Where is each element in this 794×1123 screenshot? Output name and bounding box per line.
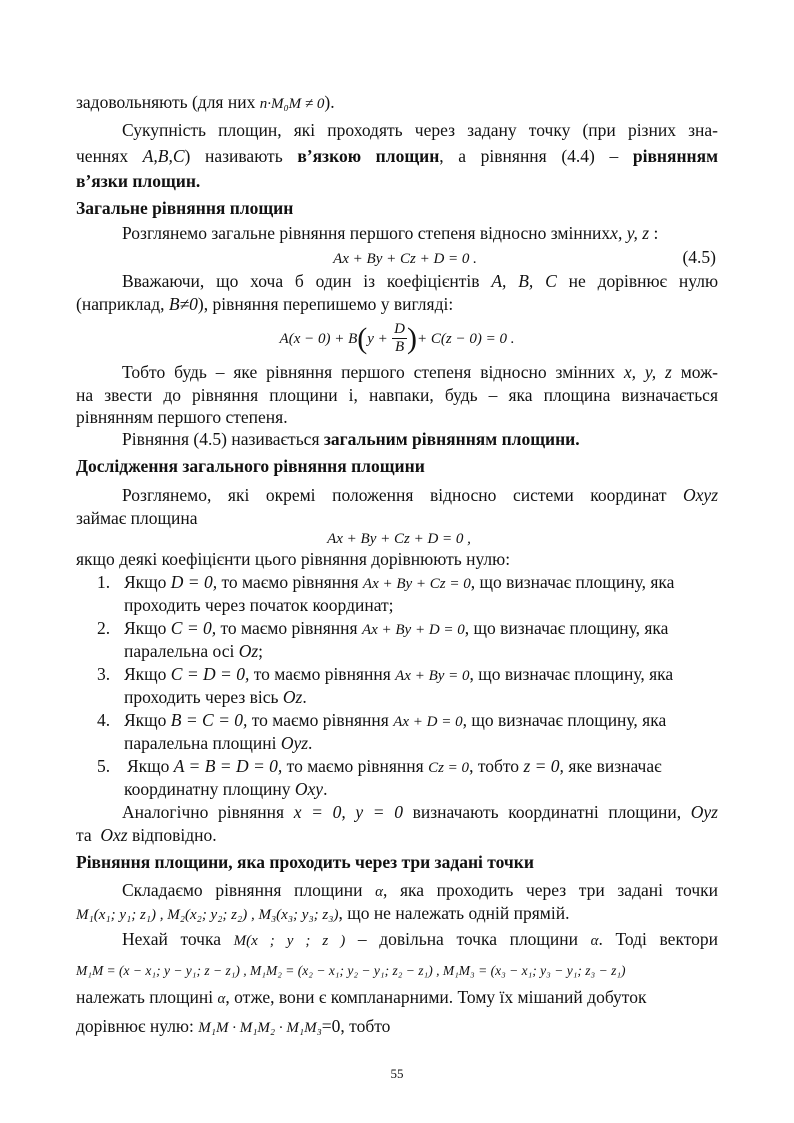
text: x = 0, y = 0 [293,802,403,822]
vectors-formula: M₁M = (x − x₁; y − y₁; z − z₁) , M₁M₂ = (x₂ − x₁; y₂ − y₁; z₂ − z₁) , M₁M₃ = (x₃ − x₁; y₃ − y₁; z₃ − z₁) [76,963,626,978]
paragraph-line [122,801,718,824]
text: C = 0, [170,618,217,638]
text: A = B = D = 0, [173,756,283,776]
equation-text: Ax + D = 0 [393,714,463,730]
text: Аналогічно рівняння [122,802,285,822]
equation-text: Ax + By = 0 [395,668,470,684]
list-number: 5. [97,756,111,776]
text: . [323,779,328,799]
text: , тобто [469,756,520,776]
text: то маємо рівняння [221,572,359,592]
text: то маємо рівняння [286,756,424,776]
paragraph-line [76,1015,718,1040]
text: ; [258,641,264,661]
text: ченнях [76,146,129,166]
list-item-line [124,709,718,734]
paragraph-line [122,484,718,507]
numerator: D [394,321,405,338]
text: C = D = 0, [170,664,250,684]
equation-text: Ax + By + D = 0 [361,622,465,638]
point-formula: M(x ; y ; z ) [233,933,346,949]
text: ), рівняння перепишемо у вигляді: [197,294,454,314]
list-number: 2. [97,618,111,638]
list-item-line [124,732,718,755]
equation [0,246,794,271]
equation-text: Ax + By + Cz + D = 0 , [327,531,471,547]
equation-text: Ax + By + Cz + D = 0 . [333,251,477,267]
text: x, y, z [610,223,650,243]
text: , а рівняння (4.4) – [439,146,619,166]
vector-condition: n·M₀M ≠ 0 [259,96,325,112]
text: Нехай точка [122,929,221,949]
section-heading: Дослідження загального рівняння площини [76,456,425,476]
list-number: 4. [97,710,111,730]
text: то маємо рівняння [251,710,389,730]
equation-text: y + [367,331,388,347]
text: та [76,825,92,845]
paragraph-line [76,902,718,927]
text: Сукупність площин, які проходять через задану точку (при різних зна- [122,120,718,140]
text: паралельна осі [124,641,235,661]
list-item-line [124,640,718,663]
equation-text: A(x − 0) + B [279,331,358,347]
points-formula: M₁(x₁; y₁; z₁) , M₂(x₂; y₂; z₂) , M₃(x₃; y₃; z₃) [76,907,339,923]
text-line [76,91,718,116]
section-heading: Загальне рівняння площин [76,198,294,218]
text: , отже, вони є компланарними. Тому їх мішаний добуток [225,987,647,1007]
paragraph-line: рівнянням першого степеня. [76,407,288,427]
text: належать площині [76,987,214,1007]
text: відповідно. [131,825,217,845]
list-item-line [124,663,718,688]
text: Розглянемо загальне рівняння першого степеня відносно змінних [122,223,611,243]
equation [0,315,794,359]
text: A, B, C [491,271,557,291]
paren-close: ) [407,321,417,355]
fraction [392,321,407,356]
equation-number: (4.5) [682,247,716,267]
paragraph-line [76,986,718,1011]
section-heading: Рівняння площини, яка проходить через три задані точки [76,852,534,872]
text: яке визначає [568,756,662,776]
equation-text: + C(z − 0) = 0 . [417,331,515,347]
term: загальним рівнянням площини. [323,429,580,449]
paragraph-line [76,293,718,316]
list-item-line: проходить через початок координат; [124,595,394,615]
text: , що визначає площину, яка [470,572,675,592]
text: Якщо [124,618,167,638]
text: ) називають [184,146,283,166]
text: (наприклад, [76,294,165,314]
text: Oxz [100,825,128,845]
text: визначають координатні площини, [412,802,682,822]
text: проходить через вісь [124,687,279,707]
text: Oz [282,687,303,707]
paragraph-line [76,145,718,168]
text: мож- [680,362,718,382]
alpha-symbol: α [590,933,599,949]
text: Якщо [124,572,167,592]
text: то маємо рівняння [253,664,391,684]
list-item-line [127,755,718,780]
term: в’язкою площин [297,146,440,166]
mixed-product-formula: M₁M · M₁M₂ · M₁M₃ [198,1020,322,1036]
text: : [649,223,659,243]
list-item-line [124,617,718,642]
text: Oz [238,641,259,661]
text: , що визначає площину, яка [464,618,669,638]
paragraph-line [76,824,718,847]
paragraph-line [122,119,718,142]
text: Рівняння (4.5) називається [122,429,320,449]
paragraph-line [122,222,718,245]
text: Якщо [124,710,167,730]
vectors-formula-line [76,958,718,982]
text: z = 0, [523,756,564,776]
paragraph-line [76,170,718,193]
text: Oxy [294,779,324,799]
list-number: 3. [97,664,111,684]
equation-text: Cz = 0 [428,760,470,776]
text: B = C = 0, [170,710,248,730]
list-item-line [124,778,718,801]
text: , яка проходить через три задані точки [382,880,718,900]
paragraph-line: займає площина [76,508,198,528]
paragraph-line: якщо деякі коефіцієнти цього рівняння дорівнюють нулю: [76,549,511,569]
list-number: 1. [97,572,111,592]
text: задовольняють (для них [76,92,256,112]
text: D = 0, [170,572,218,592]
text: Вважаючи, що хоча б один із коефіцієнтів [122,271,480,291]
text: . [308,733,313,753]
text: =0, тобто [321,1016,391,1036]
text: , що визначає площину, яка [462,710,667,730]
denominator: B [394,339,405,356]
equation-text: Ax + By + Cz = 0 [362,576,471,592]
text: координатну площину [124,779,291,799]
text: . Тоді вектори [598,929,718,949]
text: Якщо [124,664,167,684]
paragraph-line [122,270,718,293]
term: рівнянням [632,146,719,166]
text: . [302,687,307,707]
text: , що не належать одній прямій. [338,903,570,923]
paren-open: ( [357,321,368,355]
text: A,B,C [142,146,185,166]
text: Якщо [127,756,170,776]
text: Тобто будь – яке рівняння першого степеня відносно змінних [122,362,615,382]
alpha-symbol: α [217,991,226,1007]
paragraph-line [122,928,718,953]
term: в’язки площин. [76,171,201,191]
paragraph-line [122,361,718,384]
text: дорівнює нулю: [76,1016,194,1036]
text: x, y, z [623,362,672,382]
paragraph-line [122,428,718,451]
text: Складаємо рівняння площини [122,880,363,900]
paragraph-line: на звести до рівняння площини і, навпаки, будь – яка площина визначається [76,385,718,405]
page-number: 55 [390,1066,404,1081]
paragraph-line [122,879,718,904]
text: то маємо рівняння [220,618,358,638]
text: Розглянемо, які окремі положення відносно системи координат [122,485,667,505]
text: Oyz [280,733,309,753]
text: B≠0 [168,294,198,314]
text: – довільна точка площини [357,929,579,949]
text: , що визначає площину, яка [469,664,674,684]
alpha-symbol: α [375,884,383,900]
text: ). [324,92,335,112]
text: Oyz [690,802,718,822]
text: Oxyz [683,485,718,505]
text: не дорівнює нулю [568,271,719,291]
text: паралельна площині [124,733,277,753]
list-item-line [124,686,718,709]
list-item-line [124,571,718,596]
